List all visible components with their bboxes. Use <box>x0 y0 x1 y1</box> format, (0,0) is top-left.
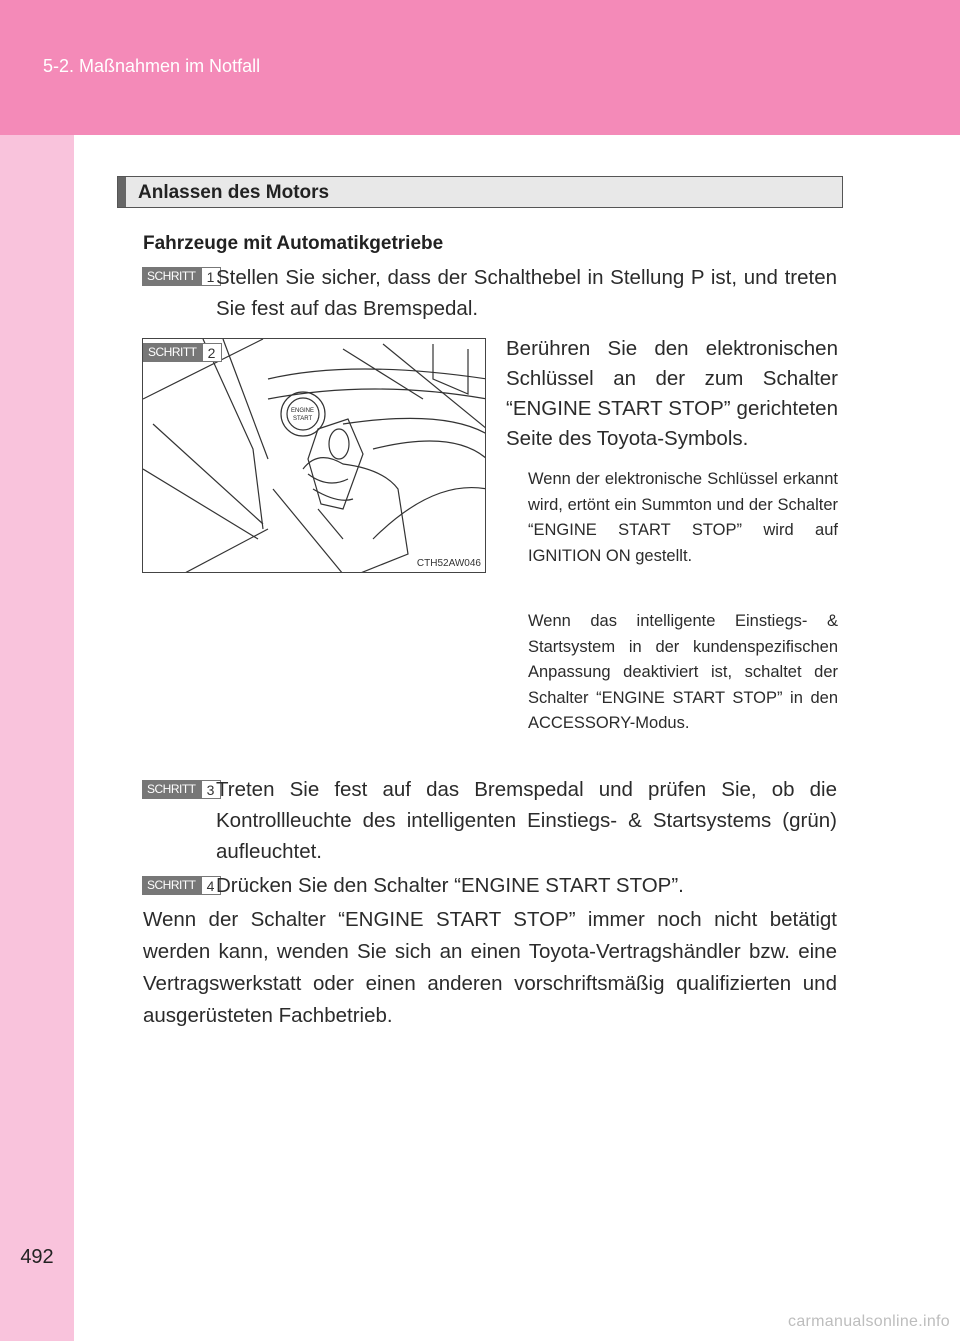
figure-code: CTH52AW046 <box>416 558 481 569</box>
key-illustration <box>142 338 486 573</box>
step-badge-1 <box>142 267 221 286</box>
step-badge-2 <box>143 343 222 362</box>
step-label: SCHRITT <box>142 780 201 799</box>
step-badge-4 <box>142 876 221 895</box>
step-label: SCHRITT <box>142 876 201 895</box>
watermark: carmanualsonline.info <box>788 1313 950 1330</box>
step-number: 2 <box>202 343 222 362</box>
note-2: Wenn das intelligente Einstiegs- & Startsystem in der kundenspezifischen Anpassung deaktiviert ist, schaltet der Schalter “ENGINE START STOP” in den ACCESSORY-Modus. <box>528 612 838 732</box>
button-start-label: START <box>293 416 313 422</box>
step-number: 3 <box>201 780 221 799</box>
step-2-text: Berühren Sie den elektronischen Schlüssel an der zum Schalter “ENGINE START STOP” gerichteten Seite des Toyota-Symbols. <box>506 337 838 450</box>
section-title: Anlassen des Motors <box>138 182 330 203</box>
step-badge-3 <box>142 780 221 799</box>
title-accent-bar <box>118 177 126 207</box>
section-title-box <box>117 176 843 208</box>
section-label: 5-2. Maßnahmen im Notfall <box>43 56 261 76</box>
page-number: 492 <box>20 1246 54 1268</box>
step-3-text: Treten Sie fest auf das Bremspedal und prüfen Sie, ob die Kontrollleuchte des intelligenten Einstiegs- & Startsystems (grün) aufleuchtet. <box>216 778 837 863</box>
button-engine-label: ENGINE <box>291 408 315 414</box>
step-1-text: Stellen Sie sicher, dass der Schalthebel in Stellung P ist, und treten Sie fest auf das Bremspedal. <box>216 266 837 320</box>
note-1: Wenn der elektronische Schlüssel erkannt wird, ertönt ein Summton und der Schalter “ENGINE START STOP” wird auf IGNITION ON gestellt. <box>528 470 838 565</box>
subheading: Fahrzeuge mit Automatikgetriebe <box>143 233 444 254</box>
key-illustration-drawing <box>143 339 486 573</box>
step-label: SCHRITT <box>143 343 202 362</box>
step-number: 4 <box>201 876 221 895</box>
closing-paragraph: Wenn der Schalter “ENGINE START STOP” immer noch nicht betätigt werden kann, wenden Sie sich an einen Toyota-Vertragshändler bzw. eine Vertragswerkstatt oder einen anderen vorschriftsmäßig qualifizierten und ausgerüsteten Fachbetrieb. <box>143 908 837 1027</box>
step-label: SCHRITT <box>142 267 201 286</box>
step-4-text: Drücken Sie den Schalter “ENGINE START STOP”. <box>216 874 684 897</box>
step-number: 1 <box>201 267 221 286</box>
